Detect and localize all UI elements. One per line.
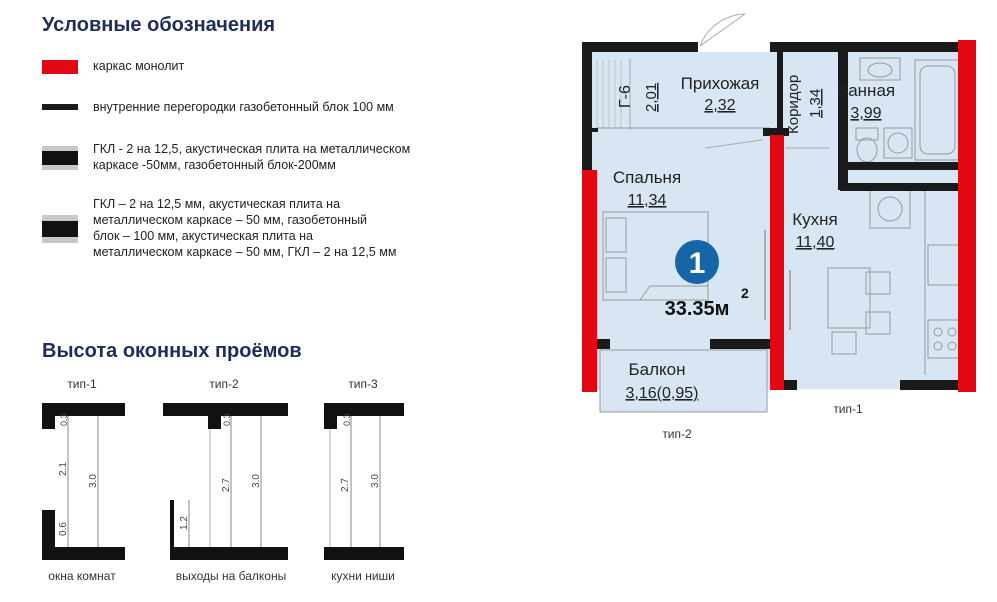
floor-plan — [570, 0, 990, 460]
monolith-swatch — [42, 60, 78, 74]
dim-label: 3.0 — [88, 474, 99, 488]
dim-label: 1.2 — [179, 516, 190, 530]
legend-line: каркасе -50мм, газобетонный блок-200мм — [93, 158, 336, 172]
legend-item-partition — [93, 99, 394, 115]
room-name-corridor: Коридор — [785, 74, 802, 134]
room-area-bedroom: 11,34 — [627, 192, 667, 209]
dim-label: 0.6 — [58, 522, 69, 536]
total-area-unit-sup: 2 — [741, 285, 749, 301]
dim-label: 2.1 — [58, 462, 69, 476]
room-name-bedroom: Спальня — [612, 168, 682, 187]
type1-lintel — [42, 416, 55, 429]
room-name-g6: Г-6 — [617, 85, 634, 108]
windows-title: Высота оконных проёмов — [42, 340, 302, 362]
entry-door-swing — [700, 14, 745, 46]
legend-line: внутренние перегородки газобетонный блок 100 мм — [93, 100, 394, 114]
type1-sill — [42, 510, 55, 547]
window-label-balcony: тип-2 — [662, 427, 692, 441]
gkl-swatch-2 — [42, 215, 78, 243]
apartment-number: 1 — [688, 247, 706, 280]
legend-line: металлическом каркасе – 50 мм, ГКЛ – 2 на 12,5 мм — [93, 245, 397, 259]
type2-lintel — [208, 416, 221, 429]
window-type-1-caption: окна комнат — [48, 569, 116, 583]
legend-line: металлическом каркасе – 50 мм, газобетонный — [93, 213, 368, 227]
room-name-hallway: Прихожая — [680, 74, 760, 93]
legend-title: Условные обозначения — [42, 14, 276, 36]
legend-line: каркас монолит — [93, 59, 185, 73]
room-name-kitchen: Кухня — [792, 210, 838, 229]
type1-slab-top — [42, 403, 125, 416]
legend-line: ГКЛ – 2 на 12,5 мм, акустическая плита на — [93, 197, 341, 211]
partition-swatch — [42, 104, 78, 110]
dim-label: 0.3 — [59, 413, 69, 426]
dim-label: 0.3 — [342, 413, 352, 426]
type3-lintel — [324, 416, 337, 429]
window-type-3-label: тип-3 — [348, 377, 378, 391]
type3-slab-top — [324, 403, 404, 416]
gkl-swatch-1 — [42, 146, 78, 170]
legend-item-monolith — [93, 58, 184, 74]
dim-label: 3.0 — [370, 474, 381, 488]
window-type-3-caption: кухни ниши — [331, 569, 395, 583]
room-area-g6: 2,01 — [643, 82, 660, 112]
room-name-bathroom: Ванная — [836, 81, 896, 100]
window-type-2-label: тип-2 — [209, 377, 239, 391]
window-type-1-label: тип-1 — [67, 377, 97, 391]
total-area: 33.35м — [664, 298, 730, 320]
window-types-diagram — [0, 370, 440, 602]
window-label-kitchen: тип-1 — [833, 402, 863, 416]
type1-slab-bottom — [42, 547, 125, 560]
legend-item-gkl-2 — [93, 196, 396, 260]
window-type-2-caption: выходы на балконы — [175, 569, 287, 583]
dim-label: 2.7 — [221, 478, 232, 492]
dim-label: 2.7 — [340, 478, 351, 492]
room-area-hallway: 2,32 — [704, 97, 736, 114]
legend-line: ГКЛ - 2 на 12,5, акустическая плита на металлическом — [93, 142, 411, 156]
type2-slab-bottom — [170, 547, 288, 560]
dim-label: 3.0 — [251, 474, 262, 488]
type2-curb — [170, 500, 174, 547]
type3-slab-bottom — [324, 547, 404, 560]
room-name-balcony: Балкон — [628, 360, 686, 379]
dim-label: 0.3 — [222, 413, 232, 426]
room-area-kitchen: 11,40 — [795, 234, 835, 251]
legend-line: блок – 100 мм, акустическая плита на — [93, 229, 314, 243]
room-area-corridor: 1,34 — [807, 88, 824, 118]
room-area-balcony: 3,16(0,95) — [625, 385, 699, 402]
room-area-bathroom: 3,99 — [850, 105, 882, 122]
legend-item-gkl-1 — [93, 141, 410, 173]
